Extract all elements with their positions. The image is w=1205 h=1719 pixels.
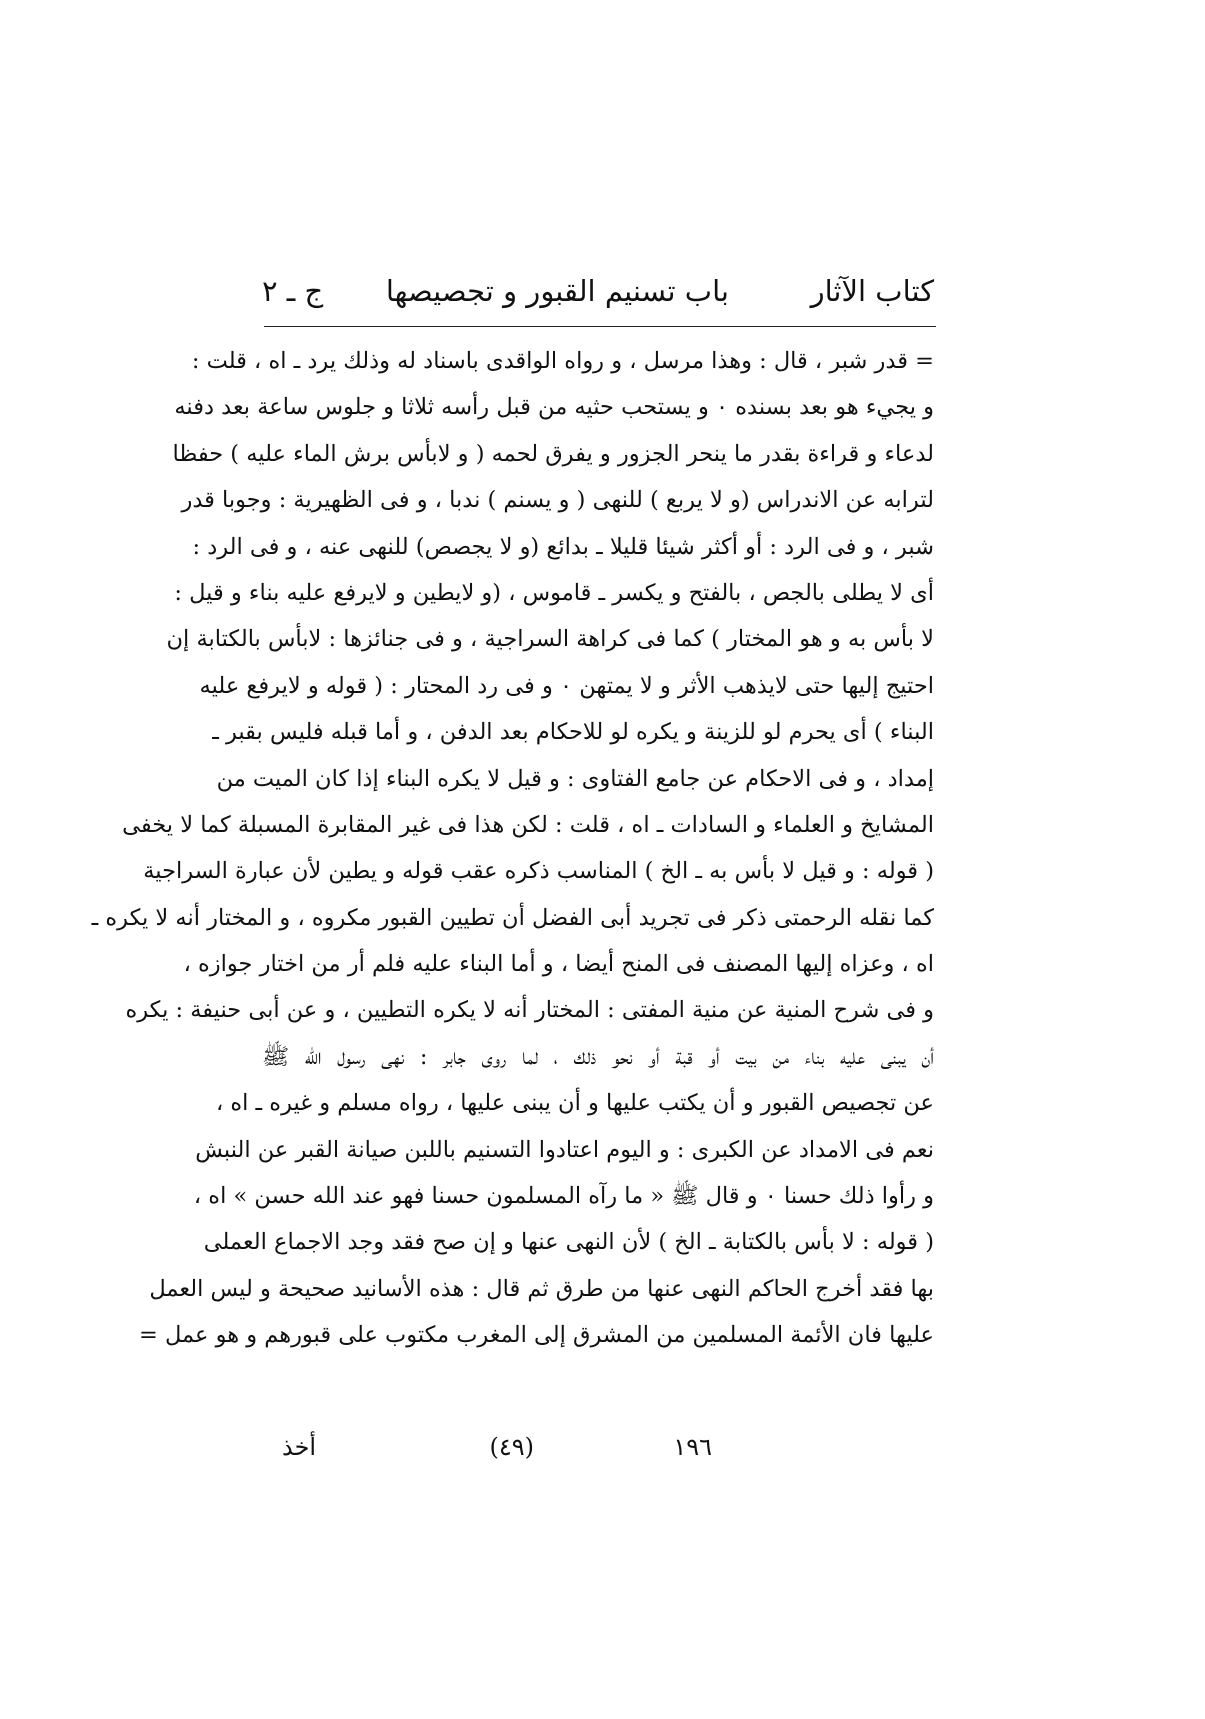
text-line: إمداد ، و فی الاحكام عن جامع الفتاوى : و قيل لا يكره البناء إذا كان الميت من <box>216 765 934 792</box>
page-footer <box>262 1427 934 1467</box>
header-rule <box>264 326 936 327</box>
text-line: البناء ) أی يحرم لو للزينة و يكره لو للاحكام بعد الدفن ، و أما قبله فليس بقبر ـ <box>212 719 934 746</box>
text-line: أن يبنى عليه بناء من بيت أو قبة أو نحو ذلك ، لما روى جابر : نهى رسول الله ﷺ <box>262 1043 934 1070</box>
text-line: كما نقله الرحمتى ذكر فی تجريد أبی الفضل أن تطيين القبور مكروه ، و المختار أنه لا يكره ـ <box>91 904 934 931</box>
text-line: لدعاء و قراءة بقدر ما ينحر الجزور و يفرق لحمه ( و لابأس برش الماء عليه ) حفظا <box>172 440 934 467</box>
text-line: و يجيء هو بعد بسنده ٠ و يستحب حثيه من قبل رأسه ثلاثا و جلوس ساعة بعد دفنه <box>174 394 934 421</box>
text-line: احتيج إليها حتى لايذهب الأثر و لا يمتهن ٠ و فی رد المحتار : ( قوله و لايرفع عليه <box>199 672 934 699</box>
text-line: لا بأس به و هو المختار ) كما فی كراهة السراجية ، و فی جنائزها : لابأس بالكتابة إن <box>166 626 934 653</box>
catchword: أخذ <box>282 1433 317 1461</box>
text-line: نعم فی الامداد عن الكبرى : و اليوم اعتادوا التسنيم باللبن صيانة القبر عن النبش <box>195 1136 934 1163</box>
text-line: شبر ، و فی الرد : أو أكثر شيئا قليلا ـ بدائع (و لا يجصص) للنهى عنه ، و فی الرد : <box>192 533 934 560</box>
book-title: كتاب الآثار <box>810 274 934 308</box>
text-line: لترابه عن الاندراس (و لا يربع ) للنهى ( و يسنم ) ندبا ، و فی الظهيرية : وجوبا قدر <box>181 487 934 514</box>
chapter-title: باب تسنيم القبور و تجصيصها <box>385 274 729 308</box>
text-line: و رأوا ذلك حسنا ٠ و قال ﷺ « ما رآه المسلمون حسنا فهو عند الله حسن » اه ، <box>193 1183 934 1210</box>
text-line: ( قوله : لا بأس بالكتابة ـ الخ ) لأن النهی عنها و إن صح فقد وجد الاجماع العملی <box>203 1229 934 1256</box>
text-line: بها فقد أخرج الحاكم النهی عنها من طرق ثم قال : هذه الأسانيد صحيحة و ليس العمل <box>149 1275 934 1302</box>
text-line: عن تجصيص القبور و أن يكتب عليها و أن يبنى عليها ، رواه مسلم و غيره ـ اه ، <box>215 1090 934 1117</box>
text-line: و فی شرح المنية عن منية المفتى : المختار أنه لا يكره التطيين ، و عن أبی حنيفة : يكره <box>125 997 934 1024</box>
text-line: = قدر شبر ، قال : وهذا مرسل ، و رواه الواقدی باسناد له وذلك يرد ـ اه ، قلت : <box>191 348 934 374</box>
text-line: عليها فان الأئمة المسلمين من المشرق إلى المغرب مكتوب على قبورهم و هو عمل = <box>138 1322 934 1349</box>
main-text <box>91 338 934 1359</box>
text-line: اه ، وعزاه إليها المصنف فی المنح أيضا ، و أما البناء عليه فلم أر من اختار جوازه ، <box>183 951 934 978</box>
text-line: المشايخ و العلماء و السادات ـ اه ، قلت : لكن هذا فی غير المقابرة المسبلة كما لا يخفى <box>122 811 934 838</box>
text-line: ( قوله : و قيل لا بأس به ـ الخ ) المناسب ذكره عقب قوله و يطين لأن عبارة السراجية <box>143 858 934 885</box>
text-line: أی لا يطلى بالجص ، بالفتح و يكسر ـ قاموس ، (و لايطين و لايرفع عليه بناء و قيل : <box>174 579 934 606</box>
page-number: ١٩٦ <box>673 1433 712 1461</box>
running-header <box>262 268 934 314</box>
signature-mark: (٤٩) <box>489 1433 534 1461</box>
volume-number: ج ـ ٢ <box>262 274 324 308</box>
